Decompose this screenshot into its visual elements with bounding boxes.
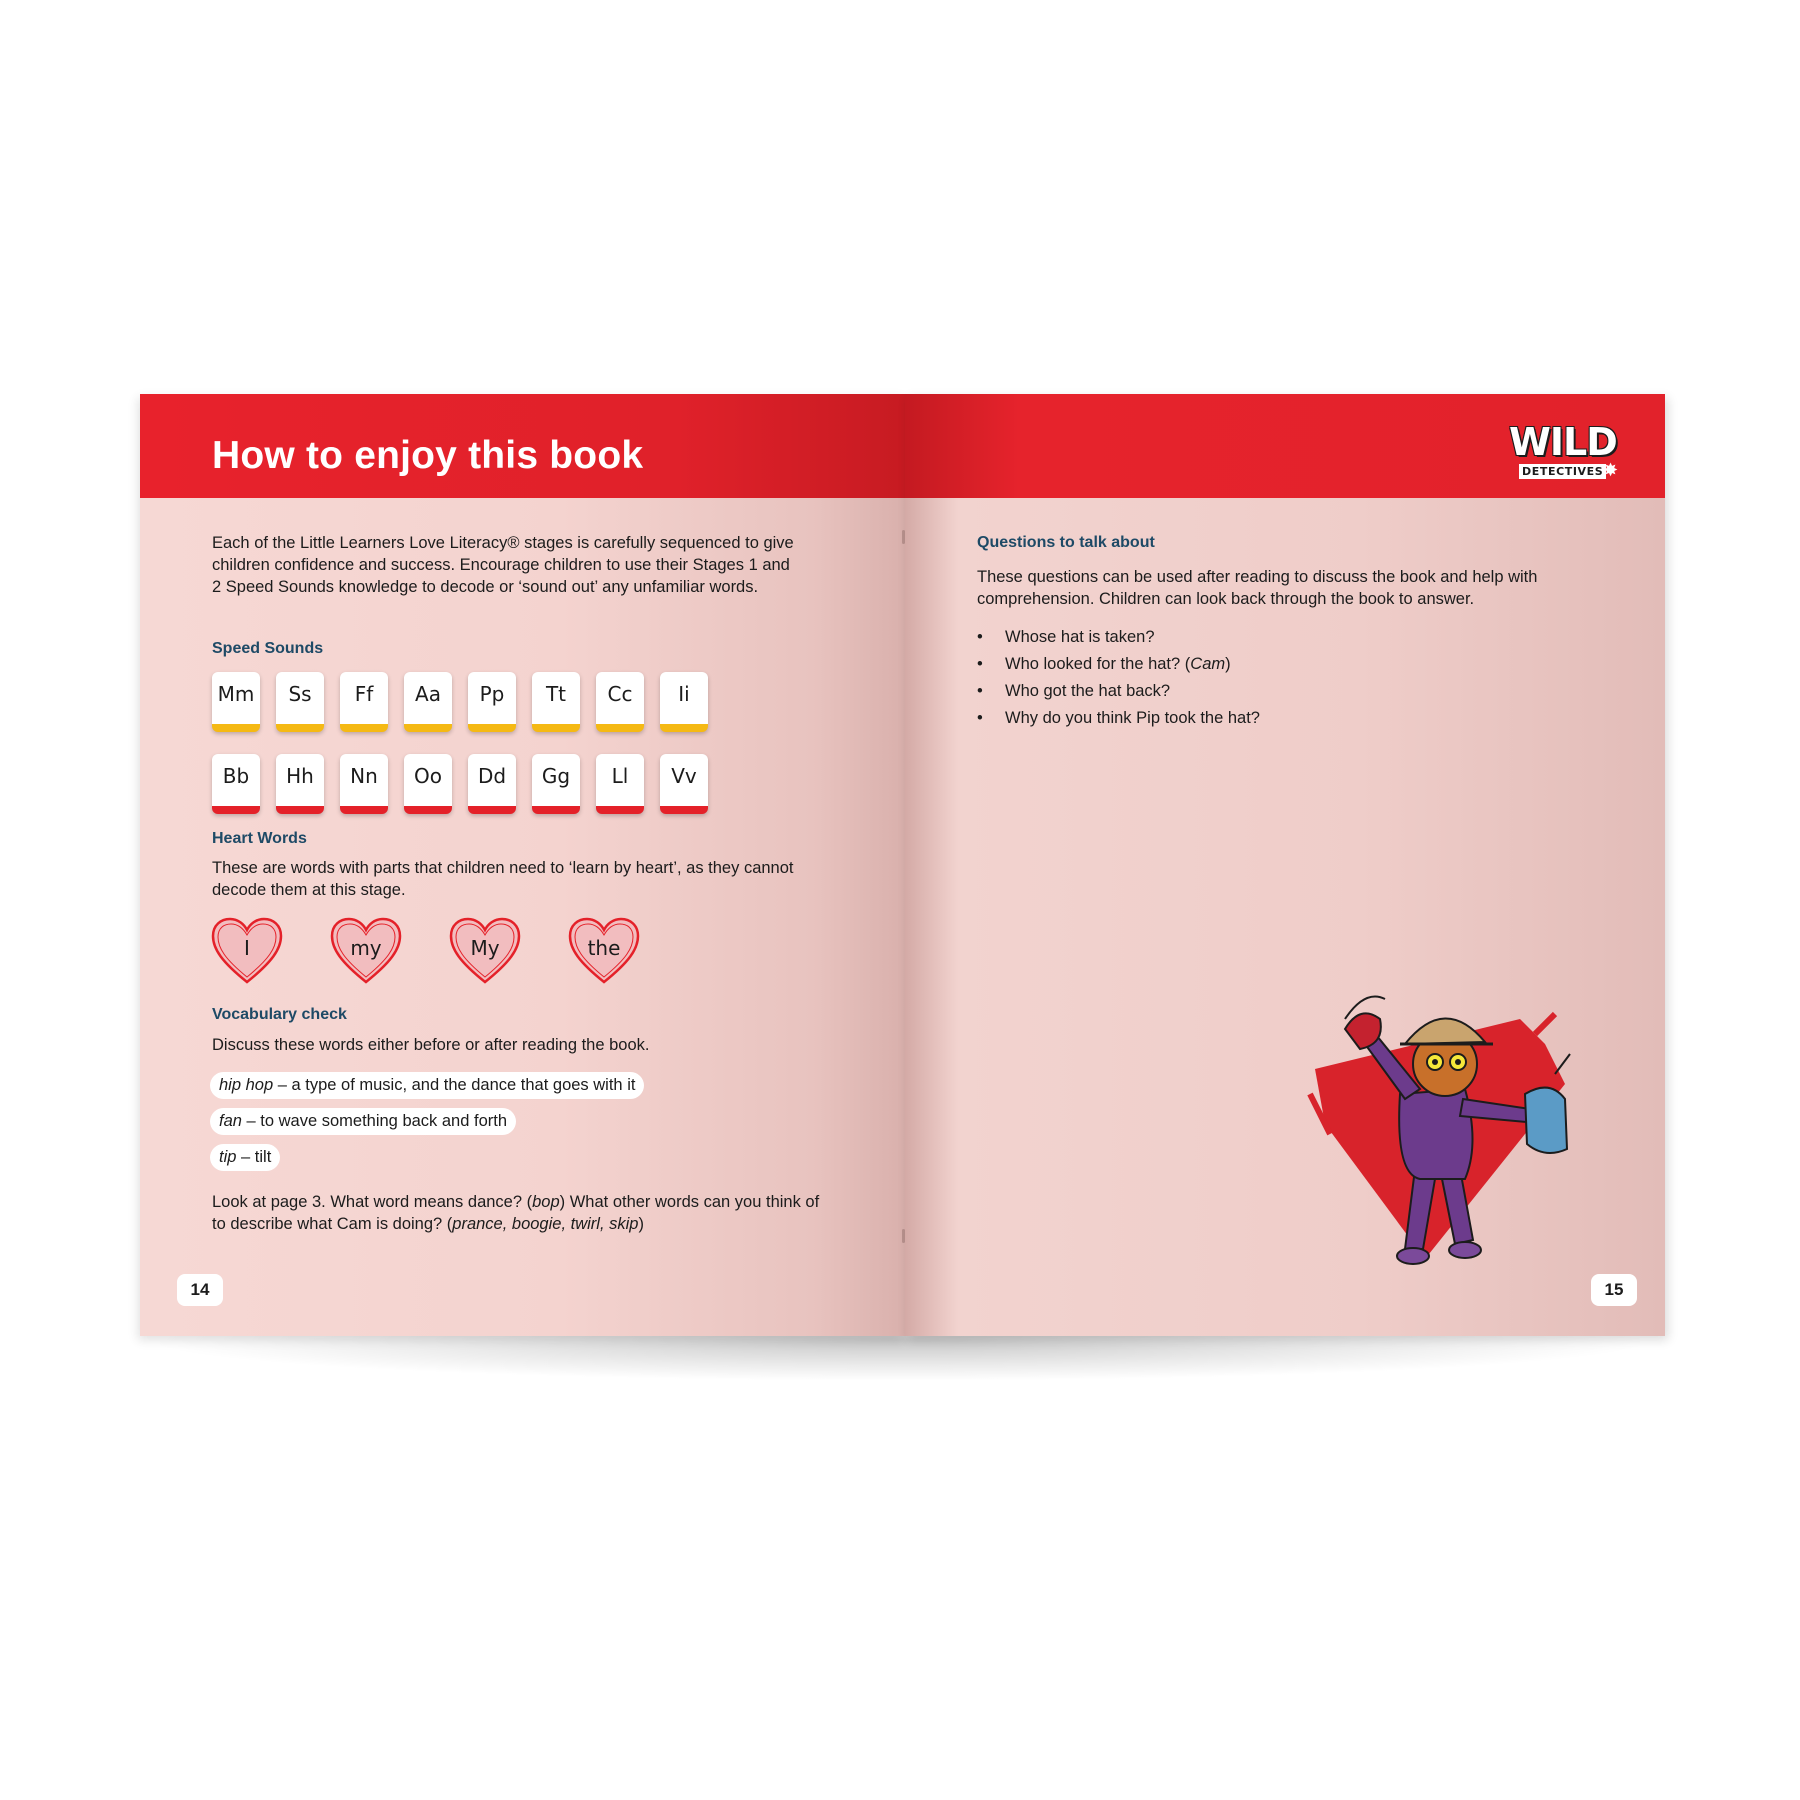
heart-words-description: These are words with parts that children need to ‘learn by heart’, as they cannot decode them at this stage. [212,859,794,899]
speed-sound-card: Bb [212,754,260,814]
question-item [977,653,1260,680]
vocabulary-description: Discuss these words either before or after reading the book. [212,1036,650,1054]
question-item [977,626,1260,653]
vocab-item-tip [210,1144,280,1171]
right-page [905,394,1665,1336]
heart-word [329,916,403,986]
wild-detectives-logo [1507,420,1627,490]
vocabulary-heading: Vocabulary check [212,1006,347,1023]
left-page [140,394,905,1336]
speed-sound-card: Cc [596,672,644,732]
vocab-definition: – a type of music, and the dance that goes with it [273,1076,636,1094]
heart-word-label: I [244,936,250,960]
heart-word [448,916,522,986]
speed-sound-card: Ii [660,672,708,732]
speed-sound-card: Dd [468,754,516,814]
speed-sound-card: Hh [276,754,324,814]
closing-part: Look at page 3. What word means dance? ( [212,1193,533,1211]
page-title: How to enjoy this book [212,434,644,477]
speed-sound-card: Ll [596,754,644,814]
question-tail: ) [1225,655,1231,673]
star-icon: ✸ [1603,460,1619,480]
vocab-term: tip [219,1148,237,1166]
vocab-definition: – to wave something back and forth [241,1112,508,1130]
heart-word-label: my [350,936,382,960]
speed-sound-card: Mm [212,672,260,732]
bullet-icon: • [977,628,983,646]
heart-word-label: the [587,936,621,960]
bullet-icon: • [977,709,983,727]
closing-term: bop [532,1193,560,1211]
heart-word [210,916,284,986]
questions-list [977,626,1260,734]
questions-intro: These questions can be used after reading to discuss the book and help with comprehension. Children can look back through the book to answer. [977,568,1538,608]
speed-sound-card: Ss [276,672,324,732]
logo-word: WILD [1509,420,1617,464]
heart-words-heading: Heart Words [212,830,307,847]
closing-terms: prance, boogie, twirl, skip [452,1215,639,1233]
question-item [977,707,1260,734]
vocab-term: fan [219,1112,242,1130]
closing-part: ) What other words can you think of to describe what Cam is doing? ( [212,1193,820,1233]
questions-heading: Questions to talk about [977,534,1155,551]
question-text: Why do you think Pip took the hat? [1005,709,1260,727]
logo-subtitle: DETECTIVES [1519,464,1606,479]
question-italic: Cam [1190,655,1226,673]
page-number-right: 15 [1591,1274,1637,1306]
bullet-icon: • [977,655,983,673]
question-item [977,680,1260,707]
vocab-term: hip hop [219,1076,274,1094]
vocab-item-hip-hop [210,1072,644,1099]
heart-word-label: My [470,936,500,960]
speed-sound-card: Oo [404,754,452,814]
page-number-left: 14 [177,1274,223,1306]
intro-text: Each of the Little Learners Love Literacy® stages is carefully sequenced to give children confidence and success. Encourage children to use their Stages 1 and 2 Speed Sounds knowledge to decode or ‘sound out’ any unfamiliar words. [212,534,794,596]
question-text: Who got the hat back? [1005,682,1171,700]
question-text: Who looked for the hat? ( [1005,655,1191,673]
speed-sound-card: Tt [532,672,580,732]
speed-sound-card: Gg [532,754,580,814]
speed-sound-card: Ff [340,672,388,732]
closing-part: ) [638,1215,644,1233]
heart-word [567,916,641,986]
vocab-definition: – tilt [236,1148,272,1166]
bullet-icon: • [977,682,983,700]
speed-sound-card: Vv [660,754,708,814]
speed-sound-card: Pp [468,672,516,732]
speed-sound-card: Nn [340,754,388,814]
speed-sounds-heading: Speed Sounds [212,640,324,657]
dancing-cat-detective-illustration [1305,974,1605,1274]
question-text: Whose hat is taken? [1005,628,1155,646]
closing-text [212,1191,832,1235]
speed-sound-card: Aa [404,672,452,732]
vocab-item-fan [210,1108,516,1135]
